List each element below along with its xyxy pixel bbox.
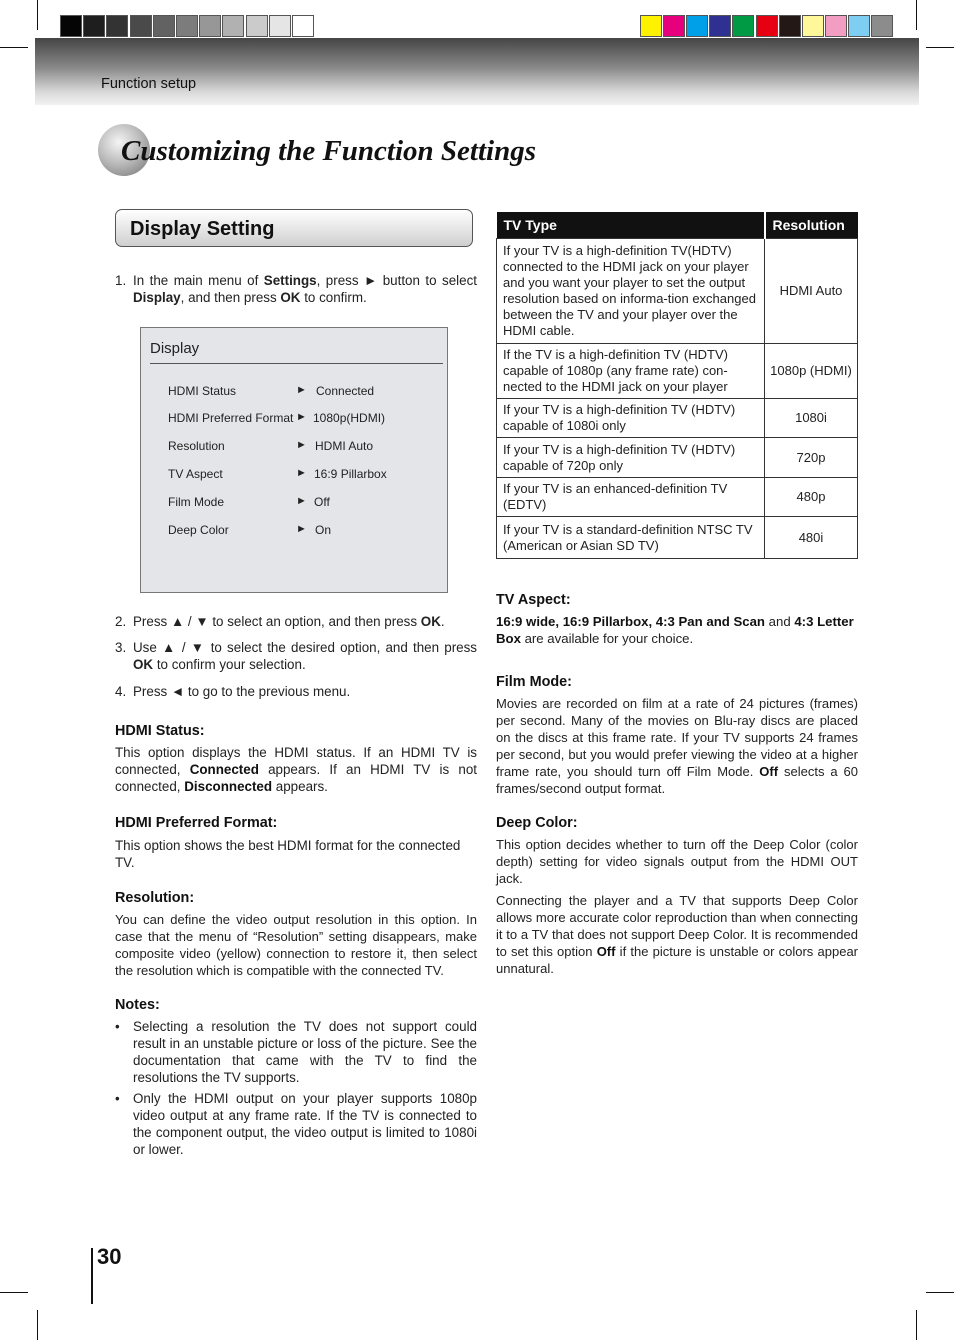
tv-type-cell: If the TV is a high-definition TV (HDTV) capable of 1080p (any frame rate) con-nected to the HDMI jack on your player [497, 344, 765, 399]
step-2 [115, 613, 477, 631]
arrow-right-icon: ► [296, 439, 307, 451]
resolution-cell: 480p [765, 478, 858, 517]
crop-mark [916, 1310, 917, 1340]
color-swatch [640, 15, 662, 37]
crop-mark [0, 1292, 28, 1293]
deep-color-text-2: Connecting the player and a TV that supports Deep Color allows more accurate color reproduction than when connecting it to a TV that does not support Deep Color. It is recommended to set this option Off if the picture is unstable or colors appear unnatural. [496, 893, 858, 976]
film-mode-heading: Film Mode: [496, 674, 572, 690]
crop-mark [926, 1292, 954, 1293]
menu-row-value: 16:9 Pillarbox [314, 467, 387, 481]
color-swatch [663, 15, 685, 37]
section-heading: Display Setting [130, 218, 275, 240]
crop-mark [37, 0, 38, 30]
table-row [497, 438, 858, 478]
tv-aspect-heading: TV Aspect: [496, 592, 571, 608]
resolution-cell: HDMI Auto [765, 239, 858, 344]
tv-type-cell: If your TV is a standard-definition NTSC TV (American or Asian SD TV) [497, 517, 765, 559]
step-number: 1. [115, 273, 127, 288]
header-band [35, 38, 919, 105]
note-item: Selecting a resolution the TV does not support could result in an unstable picture or loss of the picture. See the documentation that came with the TV to find the resolutions the TV supports. [133, 1019, 477, 1085]
resolution-text: You can define the video output resolution in this option. In case that the menu of “Resolution” setting disappears, make composite video (yellow) connection to restore it, then select the resolution which is compatible with the connected TV. [115, 912, 477, 978]
resolution-cell: 1080p (HDMI) [765, 344, 858, 399]
menu-row-label: Deep Color [168, 523, 229, 537]
resolution-cell: 1080i [765, 399, 858, 438]
crop-mark [37, 1310, 38, 1340]
step-1 [115, 272, 477, 308]
page-number-bar [91, 1248, 93, 1304]
column-header-tv-type: TV Type [497, 212, 765, 239]
step-text: In the main menu of Settings, press ► button to select Display, and then press OK to confirm. [133, 273, 478, 305]
grayscale-swatch [222, 15, 244, 37]
table-row [497, 399, 858, 438]
arrow-right-icon: ► [296, 495, 307, 507]
menu-row-label: HDMI Preferred Format [168, 411, 294, 425]
page-number: 30 [97, 1244, 122, 1269]
hdmi-preferred-format-heading: HDMI Preferred Format: [115, 815, 278, 831]
grayscale-swatch [269, 15, 291, 37]
tv-type-cell: If your TV is a high-definition TV (HDTV) capable of 1080i only [497, 399, 765, 438]
step-text: Press ◄ to go to the previous menu. [133, 684, 351, 699]
menu-row-label: Resolution [168, 439, 225, 453]
menu-title: Display [150, 340, 200, 357]
deep-color-heading: Deep Color: [496, 815, 578, 831]
bullet-icon: • [115, 1019, 120, 1034]
grayscale-swatch [199, 15, 221, 37]
grayscale-swatch [246, 15, 268, 37]
page-title: Customizing the Function Settings [121, 135, 537, 167]
grayscale-swatch [176, 15, 198, 37]
arrow-right-icon: ► [296, 467, 307, 479]
resolution-cell: 480i [765, 517, 858, 559]
step-text: Use ▲ / ▼ to select the desired option, and then press OK to confirm your selection. [133, 640, 477, 672]
deep-color-text-1: This option decides whether to turn off the Deep Color (color depth) setting for video signals output from the HDMI OUT jack. [496, 837, 858, 886]
hdmi-status-heading: HDMI Status: [115, 723, 205, 739]
grayscale-swatch [130, 15, 152, 37]
step-number: 2. [115, 614, 127, 629]
column-header-resolution: Resolution [765, 212, 858, 239]
grayscale-swatch [60, 15, 82, 37]
menu-row-value: Connected [316, 384, 375, 398]
color-swatch [825, 15, 847, 37]
color-swatch [779, 15, 801, 37]
grayscale-swatch [106, 15, 128, 37]
hdmi-preferred-format-text: This option shows the best HDMI format for the connected TV. [115, 838, 461, 870]
menu-divider [150, 363, 443, 364]
step-text: Press ▲ / ▼ to select an option, and then press OK. [133, 614, 445, 629]
menu-row-value: On [315, 523, 332, 537]
table-row [497, 344, 858, 399]
color-swatch [871, 15, 893, 37]
grayscale-swatch [292, 15, 314, 37]
table-header-row [497, 212, 858, 239]
menu-row-value: 1080p(HDMI) [313, 411, 386, 425]
crop-mark [926, 47, 954, 48]
table-row [497, 239, 858, 344]
section-heading-box [115, 209, 473, 247]
step-number: 3. [115, 640, 127, 655]
grayscale-swatch [153, 15, 175, 37]
resolution-heading: Resolution: [115, 890, 195, 906]
table-row [497, 478, 858, 517]
crop-mark [916, 0, 917, 30]
film-mode-text: Movies are recorded on film at a rate of 24 pictures (frames) per second. Many of the movies on Blu-ray discs are placed on the discs at this frame rate. If your TV supports 24 frames per second, but you would prefer viewing the video at a higher frame rate, you should turn off Film Mode. Off selects a 60 frames/second output format. [496, 696, 858, 796]
arrow-right-icon: ► [296, 384, 307, 396]
color-swatch [709, 15, 731, 37]
step-3 [115, 639, 477, 675]
color-swatch [732, 15, 754, 37]
menu-row-value: Off [314, 495, 330, 509]
resolution-cell: 720p [765, 438, 858, 478]
table-row [497, 517, 858, 559]
menu-row-label: TV Aspect [168, 467, 223, 481]
color-swatch [802, 15, 824, 37]
arrow-right-icon: ► [296, 411, 307, 423]
tv-aspect-text: 16:9 wide, 16:9 Pillarbox, 4:3 Pan and Scan and 4:3 Letter Box are available for your choice. [496, 614, 854, 646]
tv-type-cell: If your TV is a high-definition TV (HDTV) capable of 720p only [497, 438, 765, 478]
hdmi-status-text: This option displays the HDMI status. If an HDMI TV is connected, Connected appears. If an HDMI TV is not connected, Disconnected appears. [115, 745, 477, 794]
crop-mark [0, 47, 28, 48]
color-swatch [848, 15, 870, 37]
grayscale-swatch [83, 15, 105, 37]
menu-row-label: HDMI Status [168, 384, 237, 398]
step-number: 4. [115, 684, 127, 699]
color-swatch [756, 15, 778, 37]
bullet-icon: • [115, 1091, 120, 1106]
tv-type-cell: If your TV is a high-definition TV(HDTV) connected to the HDMI jack on your player and you want your player to set the output resolution based on informa-tion exchanged between the TV and your player over the HDMI cable. [497, 239, 765, 344]
section-label: Function setup [101, 76, 197, 92]
menu-row-label: Film Mode [168, 495, 225, 509]
resolution-table [496, 212, 858, 559]
notes-heading: Notes: [115, 997, 160, 1013]
arrow-right-icon: ► [296, 523, 307, 535]
display-menu-screen [140, 327, 448, 593]
step-4 [115, 683, 477, 701]
note-item: Only the HDMI output on your player supports 1080p video output at any frame rate. If the TV is connected to the component output, the video output is limited to 1080i or lower. [133, 1091, 477, 1157]
color-swatch [686, 15, 708, 37]
tv-type-cell: If your TV is an enhanced-definition TV (EDTV) [497, 478, 765, 517]
menu-row-value: HDMI Auto [315, 439, 374, 453]
